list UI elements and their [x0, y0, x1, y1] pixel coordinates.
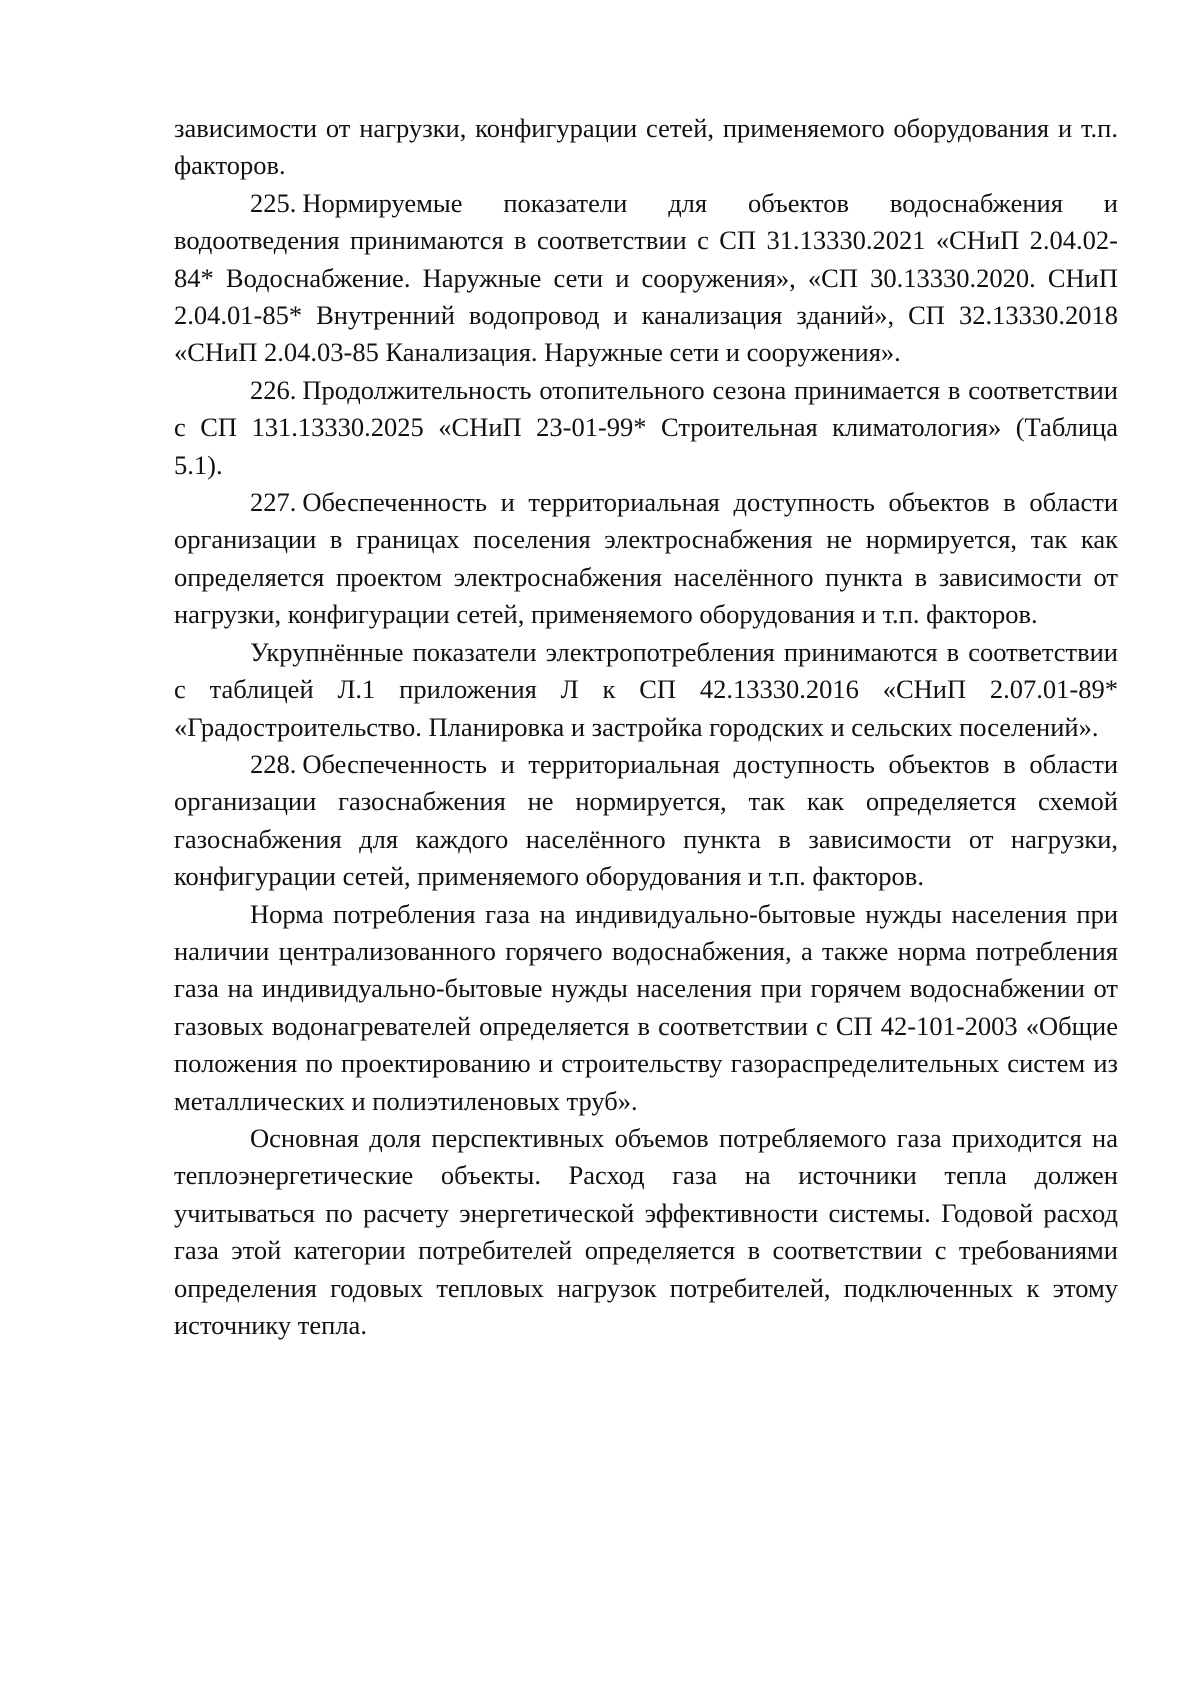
paragraph-number: 227.	[250, 487, 297, 518]
paragraph-226	[174, 372, 1118, 484]
paragraph-text: Обеспеченность и территориальная доступность объектов в области организации газоснабжения не нормируется, так как определяется схемой газоснабжения для каждого населённого пункта в зависимости от нагрузки, конфигурации сетей, применяемого оборудования и т.п. факторов.	[174, 748, 1118, 892]
paragraph-electricity-indicators	[174, 634, 1118, 746]
paragraph-228	[174, 746, 1118, 896]
paragraph-text: зависимости от нагрузки, конфигурации сетей, применяемого оборудования и т.п. факторов.	[174, 113, 1118, 181]
paragraph-text: Обеспеченность и территориальная доступность объектов в области организации в границах поселения электроснабжения не нормируется, так как определяется проектом электроснабжения населённого пункта в зависимости от нагрузки, конфигурации сетей, применяемого оборудования и т.п. факторов.	[174, 487, 1118, 630]
paragraph-number: 228.	[250, 748, 297, 779]
paragraph-gas-consumption-norm	[174, 896, 1118, 1120]
paragraph-text: Нормируемые показатели для объектов водоснабжения и водоотведения принимаются в соответствии с СП 31.13330.2021 «СНиП 2.04.02-84* Водоснабжение. Наружные сети и сооружения», «СП 30.13330.2020. СНиП 2.04.01-85* Внутренний водопровод и канализация зданий», СП 32.13330.2018 «СНиП 2.04.03-85 Канализация. Наружные сети и сооружения».	[174, 187, 1118, 368]
paragraph-text: Продолжительность отопительного сезона принимается в соответствии с СП 131.13330.2025 «СНиП 23-01-99* Строительная климатология» (Таблица 5.1).	[174, 374, 1118, 480]
paragraph-number: 226.	[250, 374, 297, 405]
paragraph-text: Норма потребления газа на индивидуально-бытовые нужды населения при наличии централизованного горячего водоснабжения, а также норма потребления газа на индивидуально-бытовые нужды населения при горячем водоснабжении от газовых водонагревателей определяется в соответствии с СП 42-101-2003 «Общие положения по проектированию и строительству газораспределительных систем из металлических и полиэтиленовых труб».	[174, 898, 1118, 1116]
paragraph-continuation	[174, 110, 1118, 185]
paragraph-gas-volumes	[174, 1120, 1118, 1344]
paragraph-225	[174, 185, 1118, 372]
document-page	[174, 110, 1118, 1344]
paragraph-227	[174, 484, 1118, 634]
paragraph-number: 225.	[250, 187, 297, 218]
paragraph-text: Укрупнённые показатели электропотребления принимаются в соответствии с таблицей Л.1 приложения Л к СП 42.13330.2016 «СНиП 2.07.01-89* «Градостроительство. Планировка и застройка городских и сельских поселений».	[174, 636, 1118, 742]
paragraph-text: Основная доля перспективных объемов потребляемого газа приходится на теплоэнергетические объекты. Расход газа на источники тепла должен учитываться по расчету энергетической эффективности системы. Годовой расход газа этой категории потребителей определяется в соответствии с требованиями определения годовых тепловых нагрузок потребителей, подключенных к этому источнику тепла.	[174, 1122, 1118, 1340]
